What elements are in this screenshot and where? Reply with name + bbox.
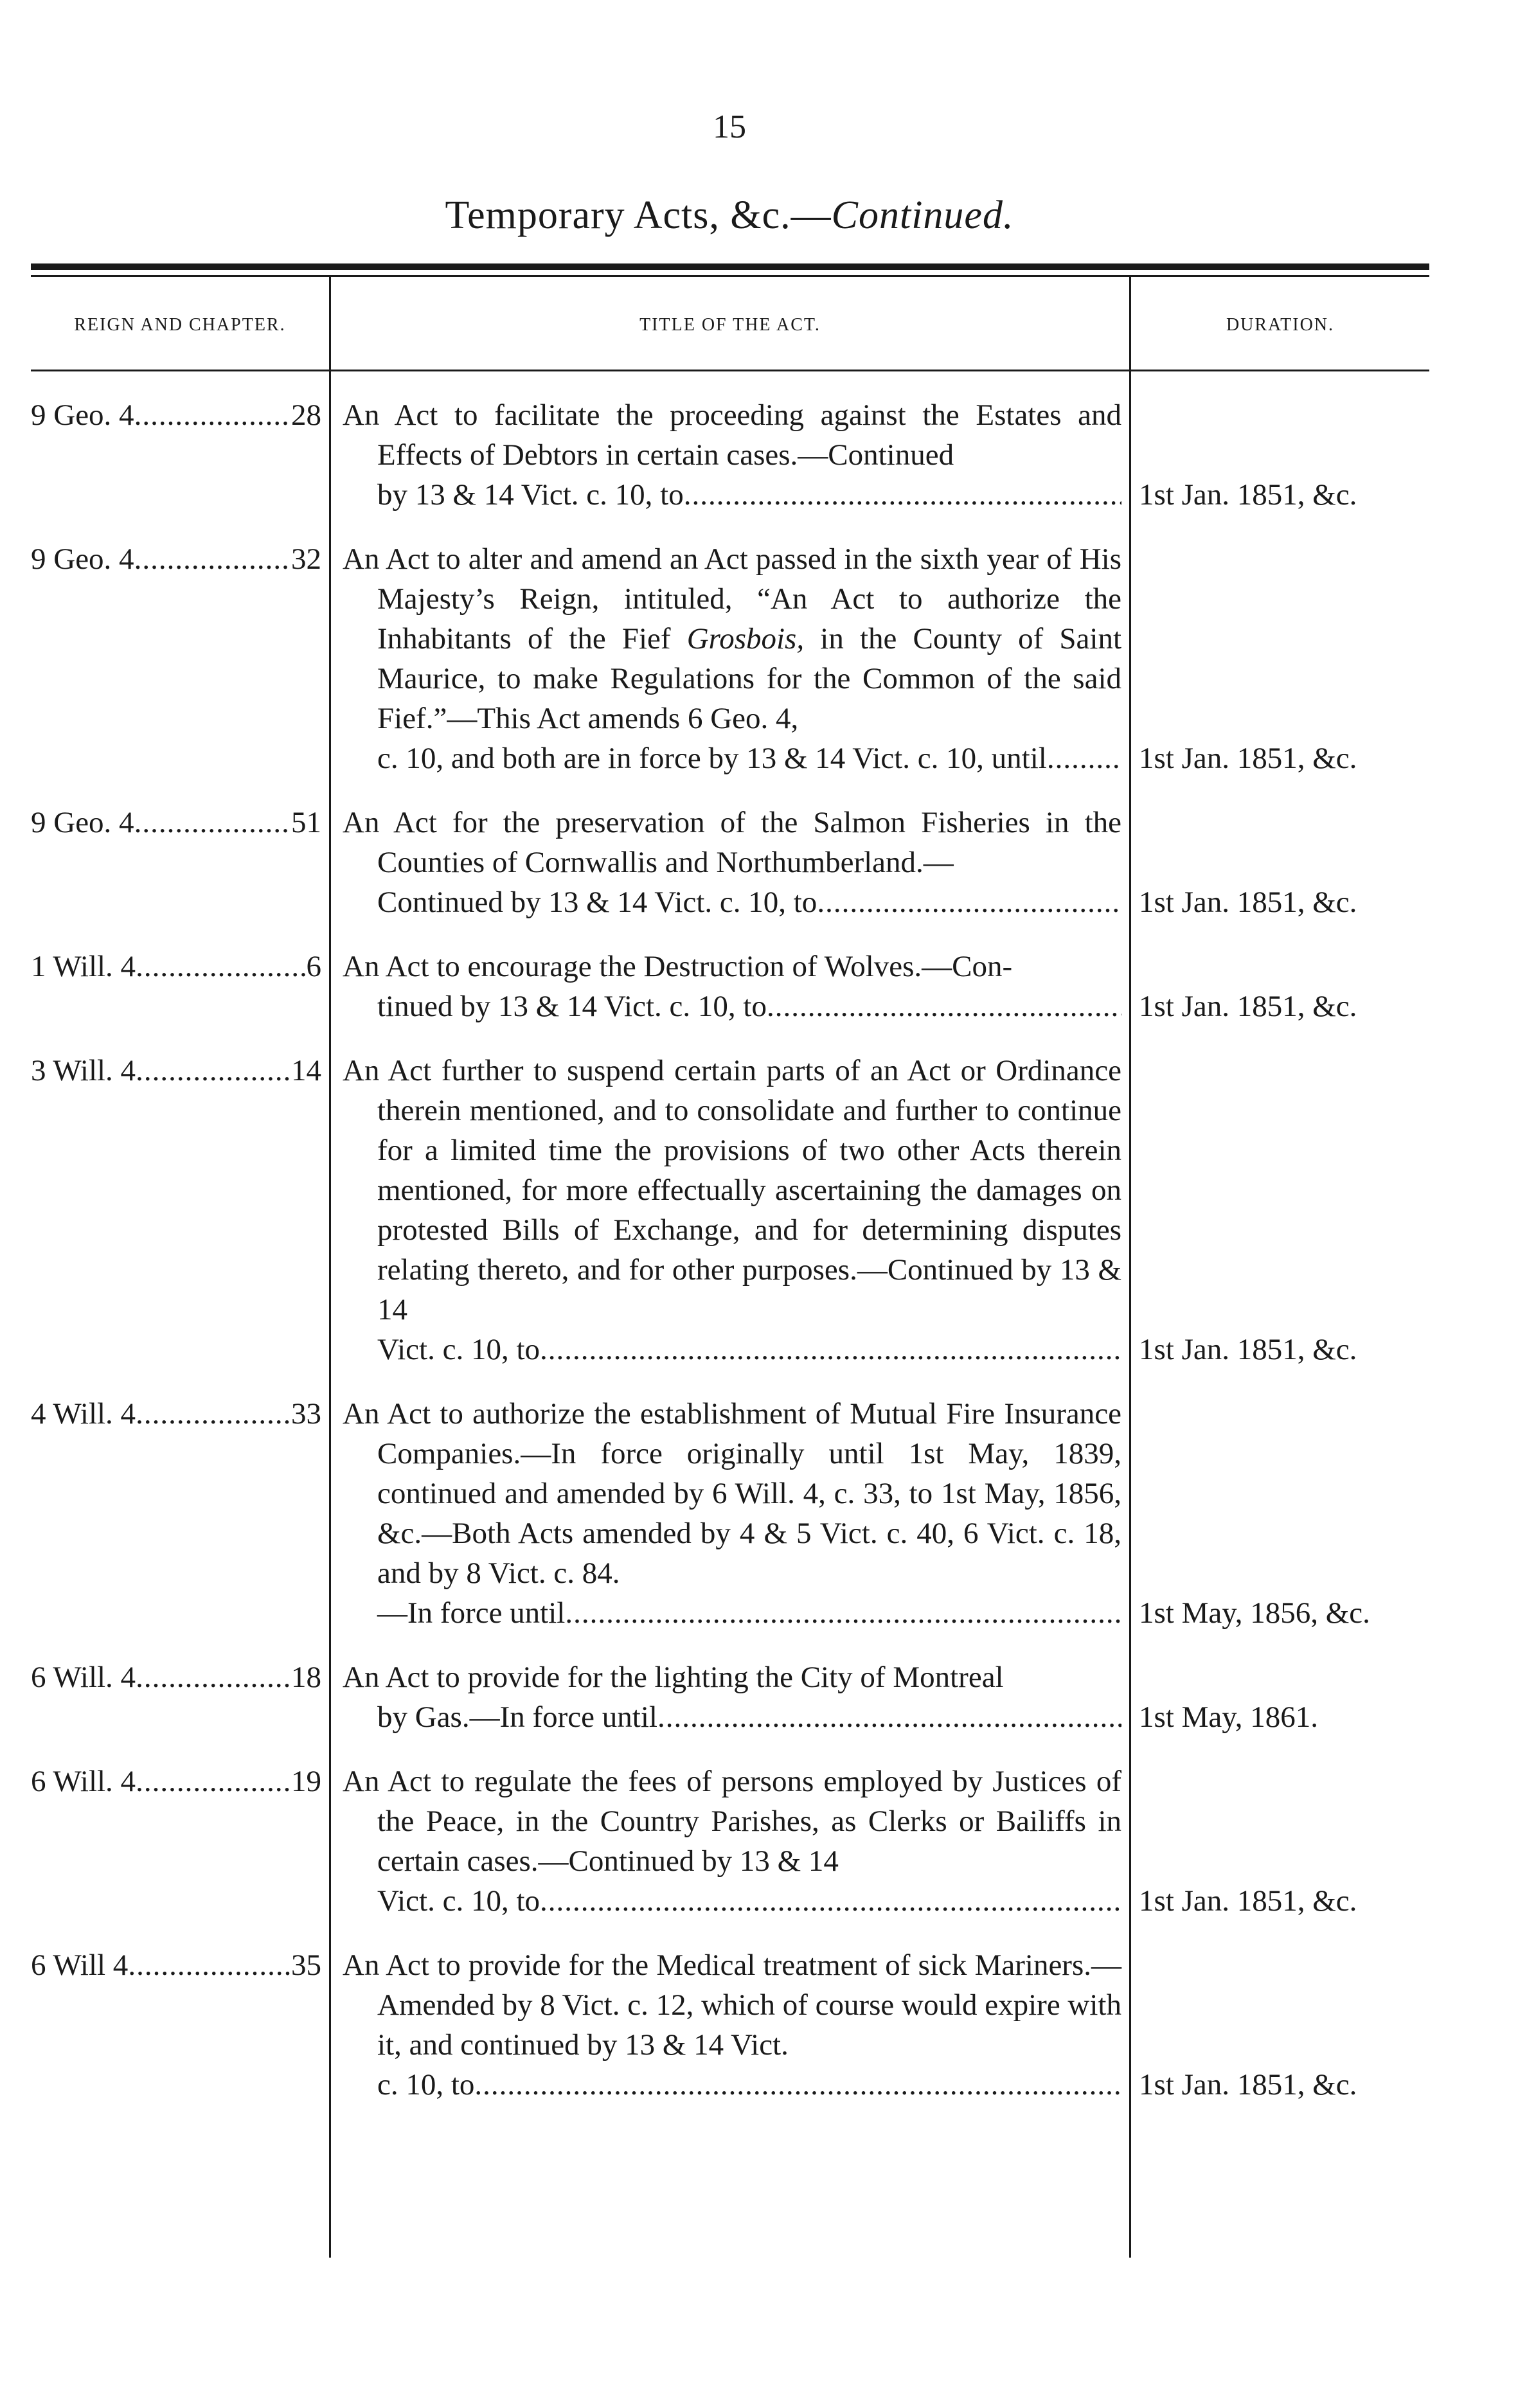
title-text: An Act to regulate the fees of persons employed by Justices of the Peace, in the Country Parishes, as Clerks or Bailiffs in certain cases.—Continued by 13 & 14 [343,1765,1121,1878]
title-tail: c. 10, and both are in force by 13 & 14 Vict. c. 10, until [377,742,1047,775]
reign-cell [31,1761,321,1801]
table-row [0,947,1527,1026]
duration-cell: 1st Jan. 1851, &c. [1139,742,1357,775]
table-row [0,1945,1527,2105]
page-number: 15 [713,109,746,145]
reign-cell [31,539,321,579]
reign-name: 3 Will. 4 [31,1054,136,1087]
header-title: TITLE OF THE ACT. [639,315,821,335]
duration-cell: 1st Jan. 1851, &c. [1139,1333,1357,1366]
reign-name: 9 Geo. 4 [31,542,134,576]
title-cell [343,395,1121,515]
title-tail: c. 10, to [377,2068,475,2101]
table-row [0,803,1527,922]
title-cell [343,1761,1121,1921]
chapter-number: 35 [291,1949,321,1982]
title-tail: Continued by 13 & 14 Vict. c. 10, to [377,886,817,919]
header-duration: DURATION. [1226,315,1335,335]
chapter-number: 18 [291,1661,321,1694]
reign-name: 6 Will. 4 [31,1765,136,1798]
chapter-number: 28 [291,398,321,432]
title-text: An Act to provide for the lighting the City of Montreal [343,1661,1004,1694]
title-tail: by Gas.—In force until [377,1700,657,1734]
title-tail: tinued by 13 & 14 Vict. c. 10, to [377,990,767,1023]
page-title-continued: Continued. [831,193,1014,237]
reign-cell [31,395,321,435]
table-row [0,395,1527,515]
reign-cell [31,1051,321,1091]
chapter-number: 6 [306,950,321,983]
title-tail: by 13 & 14 Vict. c. 10, to [377,478,684,512]
reign-cell [31,1945,321,1985]
page-title-main: Temporary Acts, &c.— [445,193,832,237]
duration-cell: 1st Jan. 1851, &c. [1139,2068,1357,2101]
chapter-number: 33 [291,1397,321,1431]
reign-name: 6 Will. 4 [31,1661,136,1694]
chapter-number: 14 [291,1054,321,1087]
reign-cell [31,947,321,986]
duration-cell: 1st Jan. 1851, &c. [1139,1884,1357,1918]
duration-cell: 1st May, 1856, &c. [1139,1596,1370,1630]
title-text: An Act to encourage the Destruction of Wolves.—Con- [343,950,1013,983]
table-top-thin-rule [31,275,1429,277]
title-text: An Act to facilitate the proceeding against the Estates and Effects of Debtors in certain cases.—Continued [343,398,1121,472]
table-header-rule [31,370,1429,371]
table-row [0,1657,1527,1737]
title-tail: Vict. c. 10, to [377,1884,540,1918]
title-text-continued: in the County of Saint Maurice, to make Regulations for the Common of the said Fief.”—This Act amends 6 Geo. 4, [377,622,1122,735]
duration-cell: 1st Jan. 1851, &c. [1139,478,1357,512]
title-text: An Act to authorize the establishment of Mutual Fire Insurance Companies.—In force originally until 1st May, 1839, continued and amended by 6 Will. 4, c. 33, to 1st May, 1856, &c.—Both Acts amended by 4 & 5 Vict. c. 40, 6 Vict. c. 18, and by 8 Vict. c. 84. [343,1397,1121,1590]
title-cell [343,947,1121,1026]
title-cell [343,1657,1121,1737]
reign-name: 6 Will 4 [31,1949,129,1982]
title-italic-text: Grosbois, [686,622,805,656]
table-row [0,1394,1527,1633]
page-title [0,193,1459,238]
title-cell [343,1051,1121,1369]
title-cell [343,539,1121,778]
title-cell [343,1394,1121,1633]
table-row [0,539,1527,778]
duration-cell: 1st Jan. 1851, &c. [1139,886,1357,919]
title-cell [343,1945,1121,2105]
title-text: An Act for the preservation of the Salmon Fisheries in the Counties of Cornwallis and Northumberland.— [343,806,1121,879]
title-text: An Act further to suspend certain parts of an Act or Ordinance therein mentioned, and to consolidate and further to continue for a limited time the provisions of two other Acts therein mentioned, for more effectually ascertaining the damages on protested Bills of Exchange, and for determining disputes relating thereto, and for other purposes.—Continued by 13 & 14 [343,1054,1121,1326]
table-row [0,1761,1527,1921]
header-reign: REIGN AND CHAPTER. [74,315,286,335]
reign-name: 1 Will. 4 [31,950,136,983]
reign-name: 9 Geo. 4 [31,398,134,432]
acts-table [0,395,1527,2129]
chapter-number: 19 [291,1765,321,1798]
table-row [0,1051,1527,1369]
duration-cell: 1st May, 1861. [1139,1700,1318,1734]
reign-cell [31,803,321,843]
title-text: An Act to alter and amend an Act passed in the sixth year of His Majesty’s Reign, intituled, “An Act to authorize the Inhabitants of the Fief [343,542,1121,656]
duration-cell: 1st Jan. 1851, &c. [1139,990,1357,1023]
title-cell [343,803,1121,922]
title-tail: Vict. c. 10, to [377,1333,540,1366]
reign-cell [31,1657,321,1697]
reign-name: 9 Geo. 4 [31,806,134,839]
reign-cell [31,1394,321,1434]
chapter-number: 51 [291,806,321,839]
title-tail: —In force until [377,1596,566,1630]
reign-name: 4 Will. 4 [31,1397,136,1431]
chapter-number: 32 [291,542,321,576]
title-text: An Act to provide for the Medical treatment of sick Mariners.—Amended by 8 Vict. c. 12, which of course would expire with it, and continued by 13 & 14 Vict. [343,1949,1121,2062]
table-top-rule [31,263,1429,270]
